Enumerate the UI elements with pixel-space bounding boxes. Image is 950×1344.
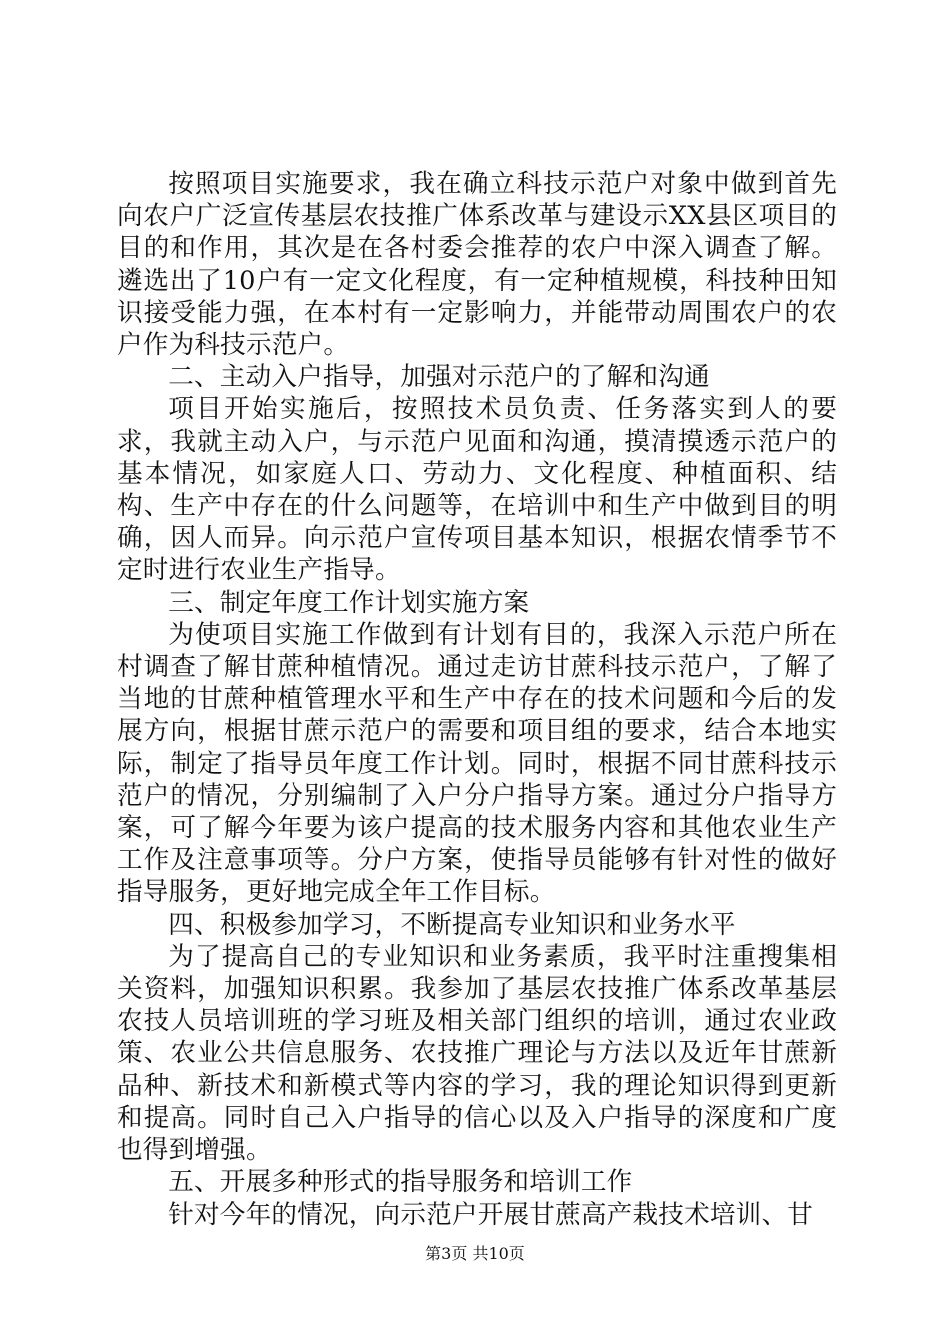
heading-section-4: 四、积极参加学习，不断提高专业知识和业务水平 xyxy=(168,909,736,940)
paragraph-household-guidance: 项目开始实施后，按照技术员负责、任务落实到人的要求，我就主动入户，与示范户见面和沟通，摸清摸透示范户的基本情况，如家庭人口、劳动力、文化程度、种植面积、结构、生产中存在的什么问题等，在培训中和生产中做到目的明确，因人而异。向示范户宣传项目基本知识，根据农情季节不定时进行农业生产指导。 xyxy=(117,394,837,586)
paragraph-selection-of-households: 按照项目实施要求，我在确立科技示范户对象中做到首先向农户广泛宣传基层农技推广体系改革与建设示XX县区项目的目的和作用，其次是在各村委会推荐的农户中深入调查了解。遴选出了10户有一定文化程度，有一定种植规模，科技种田知识接受能力强，在本村有一定影响力，并能带动周围农户的农户作为科技示范户。 xyxy=(117,169,837,361)
heading-section-2: 二、主动入户指导，加强对示范户的了解和沟通 xyxy=(168,362,710,393)
paragraph-training: 针对今年的情况，向示范户开展甘蔗高产栽技术培训、甘 xyxy=(168,1199,814,1230)
heading-section-3: 三、制定年度工作计划实施方案 xyxy=(168,587,530,618)
page-footer: 第3页 共10页 xyxy=(425,1244,525,1263)
paragraph-study: 为了提高自己的专业知识和业务素质，我平时注重搜集相关资料，加强知识积累。我参加了基层农技推广体系改革基层农技人员培训班的学习班及相关部门组织的培训，通过农业政策、农业公共信息服务、农技推广理论与方法以及近年甘蔗新品种、新技术和新模式等内容的学习，我的理论知识得到更新和提高。同时自己入户指导的信心以及入户指导的深度和广度也得到增强。 xyxy=(117,941,837,1166)
heading-section-5: 五、开展多种形式的指导服务和培训工作 xyxy=(168,1167,633,1198)
document-body xyxy=(117,168,837,1231)
paragraph-annual-plan: 为使项目实施工作做到有计划有目的，我深入示范户所在村调查了解甘蔗种植情况。通过走访甘蔗科技示范户，了解了当地的甘蔗种植管理水平和生产中存在的技术问题和今后的发展方向，根据甘蔗示范户的需要和项目组的要求，结合本地实际，制定了指导员年度工作计划。同时，根据不同甘蔗科技示范户的情况，分别编制了入户分户指导方案。通过分户指导方案，可了解今年要为该户提高的技术服务内容和其他农业生产工作及注意事项等。分户方案，使指导员能够有针对性的做好指导服务，更好地完成全年工作目标。 xyxy=(117,619,837,908)
